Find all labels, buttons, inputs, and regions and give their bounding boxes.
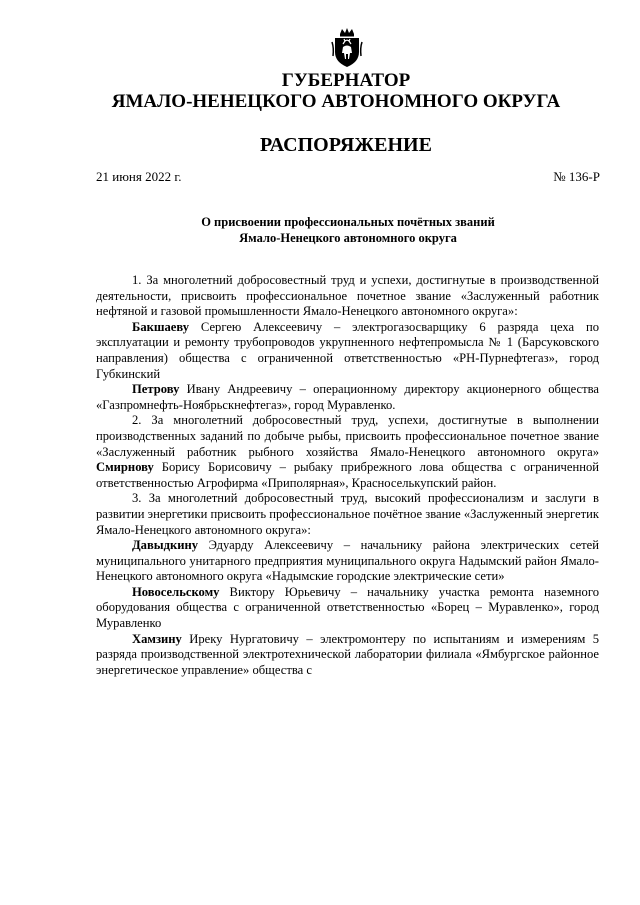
coat-of-arms-icon	[330, 28, 364, 68]
awardee-surname: Новосельскому	[132, 584, 220, 599]
document-body	[96, 273, 599, 678]
paragraph-awardee	[96, 320, 599, 382]
document-type: РАСПОРЯЖЕНИЕ	[260, 134, 432, 156]
awardee-surname: Давыдкину	[132, 538, 199, 553]
awardee-details: Сергею Алексеевичу – электрогазосварщику 6 разряда цеха по эксплуатации и ремонту трубопроводов укрупненного нефтепромысла № 1 (Барсуковского направления) общества с ограниченной ответственностью «РН-Пурнефтегаз», город Губкинский	[96, 319, 599, 381]
document-subject	[96, 214, 600, 246]
awardee-surname: Хамзину	[132, 631, 182, 646]
document-number: № 136-Р	[553, 169, 600, 184]
document-date: 21 июня 2022 г.	[96, 169, 182, 184]
subject-line: О присвоении профессиональных почётных званий	[201, 215, 495, 229]
awardee-details: Ивану Андреевичу – операционному директору акционерного общества «Газпромнефть-Ноябрьскнефтегаз», город Муравленко.	[96, 382, 599, 412]
awardee-details: Борису Борисовичу – рыбаку прибрежного лова общества с ограниченной ответственностью Агрофирма «Приполярная», Красноселькупский район.	[96, 460, 599, 490]
paragraph-awardee	[96, 632, 599, 679]
subject-line: Ямало-Ненецкого автономного округа	[239, 231, 457, 245]
paragraph-awardee	[96, 585, 599, 632]
awardee-details: Эдуарду Алексеевичу – начальнику района электрических сетей муниципального унитарного предприятия муниципального округа Надымский район Ямало-Ненецкого автономного округа «Надымские городские электрические сети»	[96, 538, 599, 584]
awardee-surname: Петрову	[132, 382, 180, 397]
issuer-title: ГУБЕРНАТОР	[281, 70, 411, 91]
item-text: 2. За многолетний добросовестный труд, успехи, достигнутые в выполнении производственных заданий по добыче рыбы, присвоить профессиональное почетное звание «Заслуженный работник рыбного хозяйства Ямало-Ненецкого автономного округа»	[96, 413, 599, 459]
paragraph-item-2	[96, 413, 599, 491]
awardee-surname: Бакшаеву	[132, 319, 190, 334]
awardee-surname: Смирнову	[96, 460, 154, 475]
awardee-details: Виктору Юрьевичу – начальнику участка ремонта наземного оборудования общества с ограниченной ответственностью «Борец – Муравленко», город Муравленко	[96, 584, 599, 631]
paragraph-item-3: 3. За многолетний добросовестный труд, высокий профессионализм и заслуги в развитии энергетики присвоить профессиональное почётное звание «Заслуженный энергетик Ямало-Ненецкого автономного округа»:	[96, 491, 599, 537]
paragraph-awardee	[96, 382, 599, 413]
paragraph-item-1: 1. За многолетний добросовестный труд и успехи, достигнутые в производственной деятельности, присвоить профессиональное почетное звание «Заслуженный работник нефтяной и газовой промышленности Ямало-Ненецкого автономного округа»:	[96, 273, 599, 319]
issuer-region: ЯМАЛО-НЕНЕЦКОГО АВТОНОМНОГО ОКРУГА	[111, 91, 561, 112]
awardee-details: Иреку Нургатовичу – электромонтеру по испытаниям и измерениям 5 разряда производственной электротехнической лаборатории филиала «Ямбургское районное энергетическое управление» общества с	[96, 631, 599, 677]
paragraph-awardee	[96, 538, 599, 585]
